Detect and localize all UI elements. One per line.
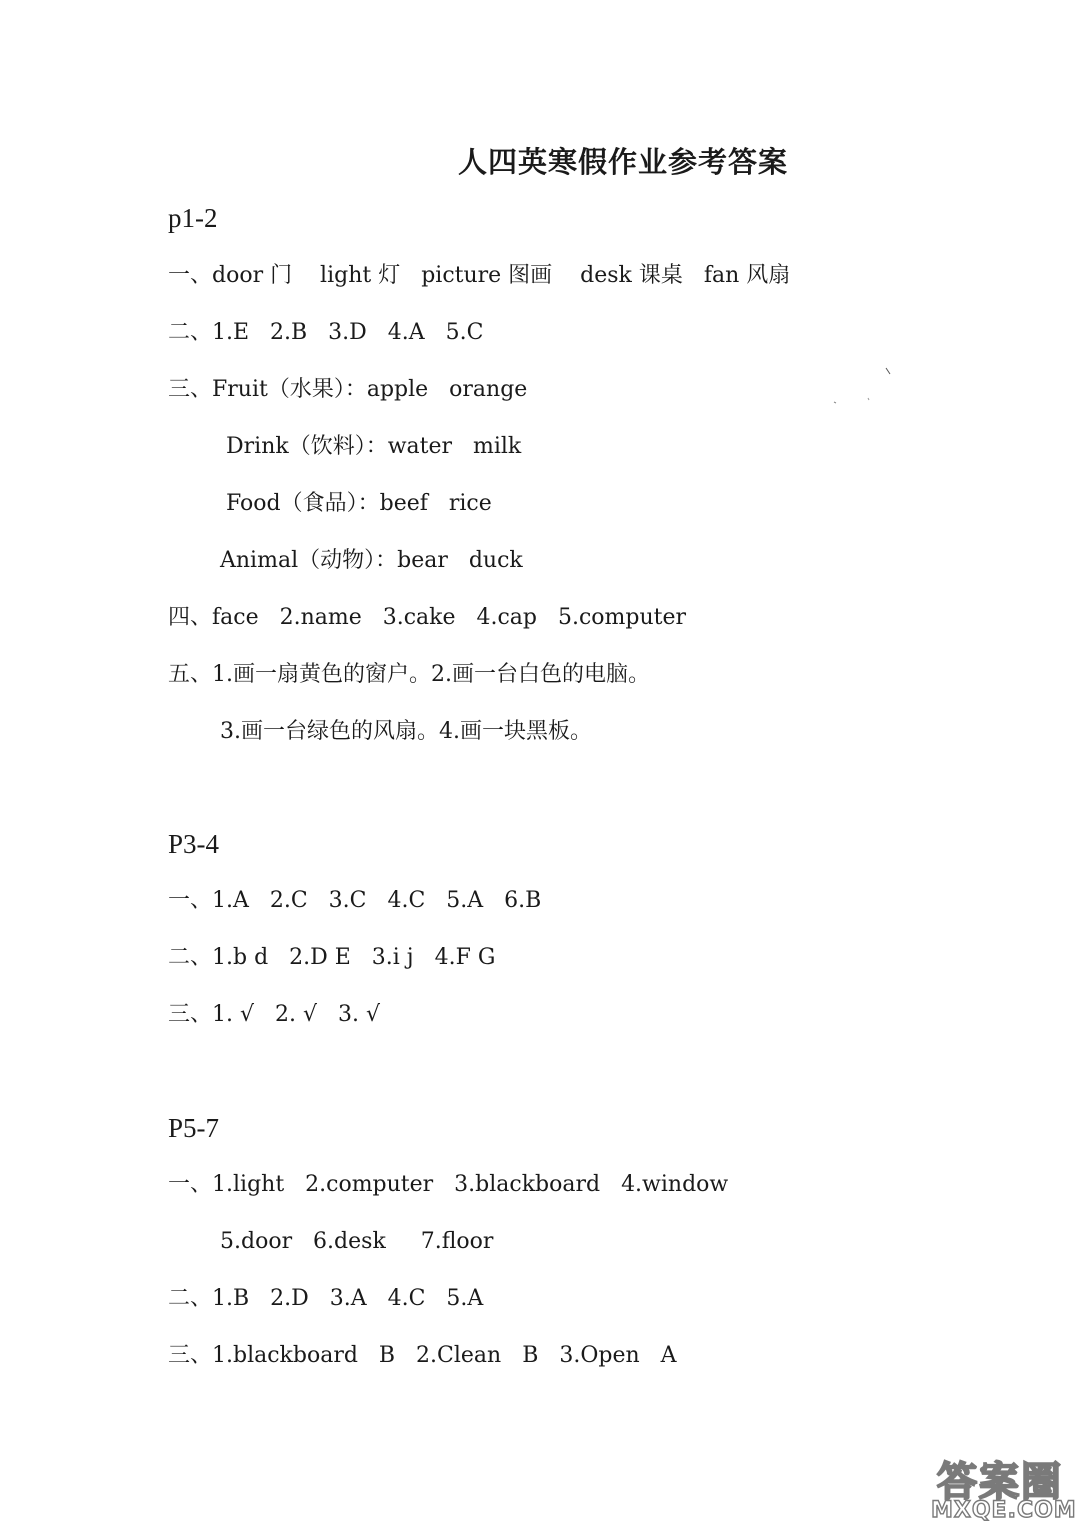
- answer-line: Drink（饮料）：water milk: [226, 434, 522, 459]
- answer-line: 五、1.画一扇黄色的窗户。2.画一台白色的电脑。: [168, 662, 650, 687]
- answer-line: 二、1.b d 2.D E 3.i j 4.F G: [168, 945, 496, 970]
- answer-line: 5.door 6.desk 7.floor: [220, 1229, 494, 1254]
- section-heading-p3-4: P3-4: [168, 829, 220, 859]
- answer-line: 3.画一台绿色的风扇。4.画一块黑板。: [220, 719, 592, 744]
- answer-line: 四、face 2.name 3.cake 4.cap 5.computer: [168, 605, 687, 630]
- answer-line: 三、Fruit（水果）：apple orange: [168, 377, 528, 402]
- answer-line: Animal（动物）：bear duck: [220, 548, 523, 573]
- answer-line: 一、1.A 2.C 3.C 4.C 5.A 6.B: [168, 888, 542, 913]
- scan-specks: [830, 366, 900, 406]
- watermark-top-text: 答案圈: [937, 1459, 1063, 1505]
- answer-line: 二、1.E 2.B 3.D 4.A 5.C: [168, 320, 484, 345]
- answer-line: 二、1.B 2.D 3.A 4.C 5.A: [168, 1286, 484, 1311]
- answer-line: 三、1.blackboard B 2.Clean B 3.Open A: [168, 1343, 677, 1368]
- watermark-bottom-text: MXQE.COM: [931, 1498, 1077, 1523]
- section-heading-p5-7: P5-7: [168, 1113, 220, 1143]
- answer-line: 一、1.light 2.computer 3.blackboard 4.window: [168, 1172, 729, 1197]
- answer-line: Food（食品）：beef rice: [226, 491, 492, 516]
- watermark-logo: [929, 1450, 1079, 1530]
- page-title: 人四英寒假作业参考答案: [458, 145, 789, 179]
- answer-line: 一、door 门 light 灯 picture 图画 desk 课桌 fan 风扇: [168, 263, 791, 288]
- section-heading-p1-2: p1-2: [168, 203, 218, 233]
- answer-line: 三、1. √ 2. √ 3. √: [168, 1002, 380, 1027]
